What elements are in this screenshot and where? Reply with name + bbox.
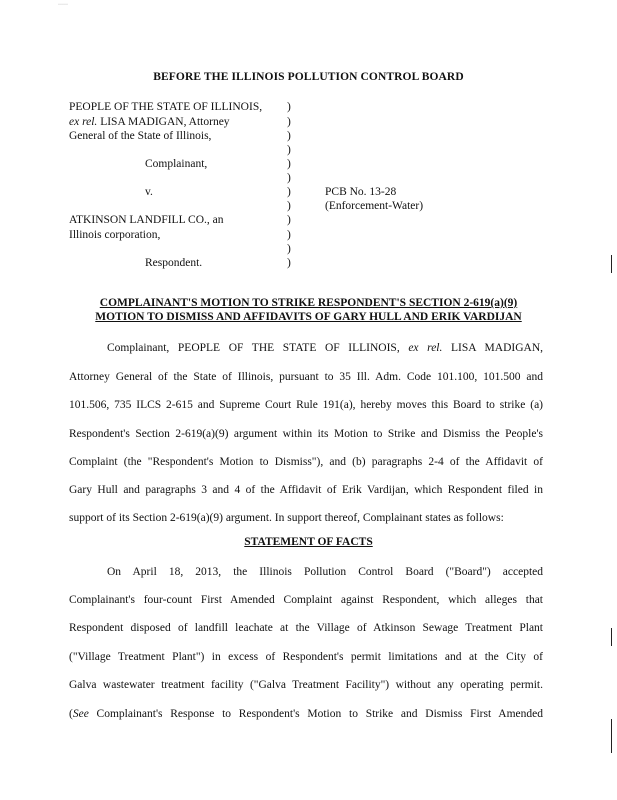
caption-party-line: Illinois corporation, xyxy=(69,229,161,241)
caption-party-line: PEOPLE OF THE STATE OF ILLINOIS, xyxy=(69,101,263,113)
caption-party-line: General of the State of Illinois, xyxy=(69,130,212,142)
scan-margin-mark xyxy=(611,719,612,753)
caption-paren: ) xyxy=(287,243,291,255)
paragraph-line: (See Complainant's Response to Respondent's Motion to Strike and Dismiss First Amended xyxy=(69,708,543,720)
motion-title-line-1: COMPLAINANT'S MOTION TO STRIKE RESPONDENT'S SECTION 2-619(a)(9) xyxy=(99,297,518,309)
scan-margin-mark xyxy=(611,255,612,273)
caption-paren: ) xyxy=(287,144,291,156)
motion-title-line-2: MOTION TO DISMISS AND AFFIDAVITS OF GARY HULL AND ERIK VARDIJAN xyxy=(95,311,522,323)
paragraph-line: Galva wastewater treatment facility ("Galva Treatment Facility") without any operating permit. xyxy=(69,679,543,691)
paragraph-line: Attorney General of the State of Illinois, pursuant to 35 Ill. Adm. Code 101.100, 101.500 and xyxy=(69,371,543,383)
case-type: (Enforcement-Water) xyxy=(325,200,424,212)
paragraph-line: Complainant, PEOPLE OF THE STATE OF ILLINOIS, ex rel. LISA MADIGAN, xyxy=(107,342,543,354)
paragraph-line: Complaint (the "Respondent's Motion to Dismiss"), and (b) paragraphs 2-4 of the Affidavit of xyxy=(69,456,543,468)
caption-paren: ) xyxy=(287,158,291,170)
caption-party-line: ATKINSON LANDFILL CO., an xyxy=(69,214,224,226)
caption-paren: ) xyxy=(287,186,291,198)
caption-paren: ) xyxy=(287,214,291,226)
scan-margin-mark xyxy=(611,628,612,646)
caption-respondent-label: Respondent. xyxy=(145,257,203,269)
paragraph-line: support of its Section 2-619(a)(9) argument. In support thereof, Complainant states as follows: xyxy=(69,512,504,524)
caption-paren: ) xyxy=(287,172,291,184)
caption-paren: ) xyxy=(287,101,291,113)
paragraph-line: Respondent disposed of landfill leachate at the Village of Atkinson Sewage Treatment Plant xyxy=(69,622,543,634)
paragraph-line: 101.506, 735 ILCS 2-615 and Supreme Court Rule 191(a), hereby moves this Board to strike (a) xyxy=(69,399,543,411)
caption-party-line: ex rel. LISA MADIGAN, Attorney xyxy=(69,116,230,128)
board-heading: BEFORE THE ILLINOIS POLLUTION CONTROL BOARD xyxy=(153,71,464,83)
caption-paren: ) xyxy=(287,257,291,269)
caption-paren: ) xyxy=(287,229,291,241)
caption-paren: ) xyxy=(287,116,291,128)
caption-paren: ) xyxy=(287,130,291,142)
caption-paren: ) xyxy=(287,200,291,212)
scan-corner-mark: ····· xyxy=(58,2,68,8)
paragraph-line: On April 18, 2013, the Illinois Pollution Control Board ("Board") accepted xyxy=(107,566,543,578)
paragraph-line: Respondent's Section 2-619(a)(9) argument within its Motion to Strike and Dismiss the People's xyxy=(69,428,543,440)
section-heading: STATEMENT OF FACTS xyxy=(244,536,373,548)
paragraph-line: Complainant's four-count First Amended Complaint against Respondent, which alleges that xyxy=(69,594,543,606)
caption-versus: v. xyxy=(145,186,153,198)
paragraph-line: Gary Hull and paragraphs 3 and 4 of the Affidavit of Erik Vardijan, which Respondent filed in xyxy=(69,484,543,496)
case-number: PCB No. 13-28 xyxy=(325,186,397,198)
paragraph-line: ("Village Treatment Plant") in excess of Respondent's permit limitations and at the City of xyxy=(69,651,543,663)
caption-complainant-label: Complainant, xyxy=(145,158,208,170)
